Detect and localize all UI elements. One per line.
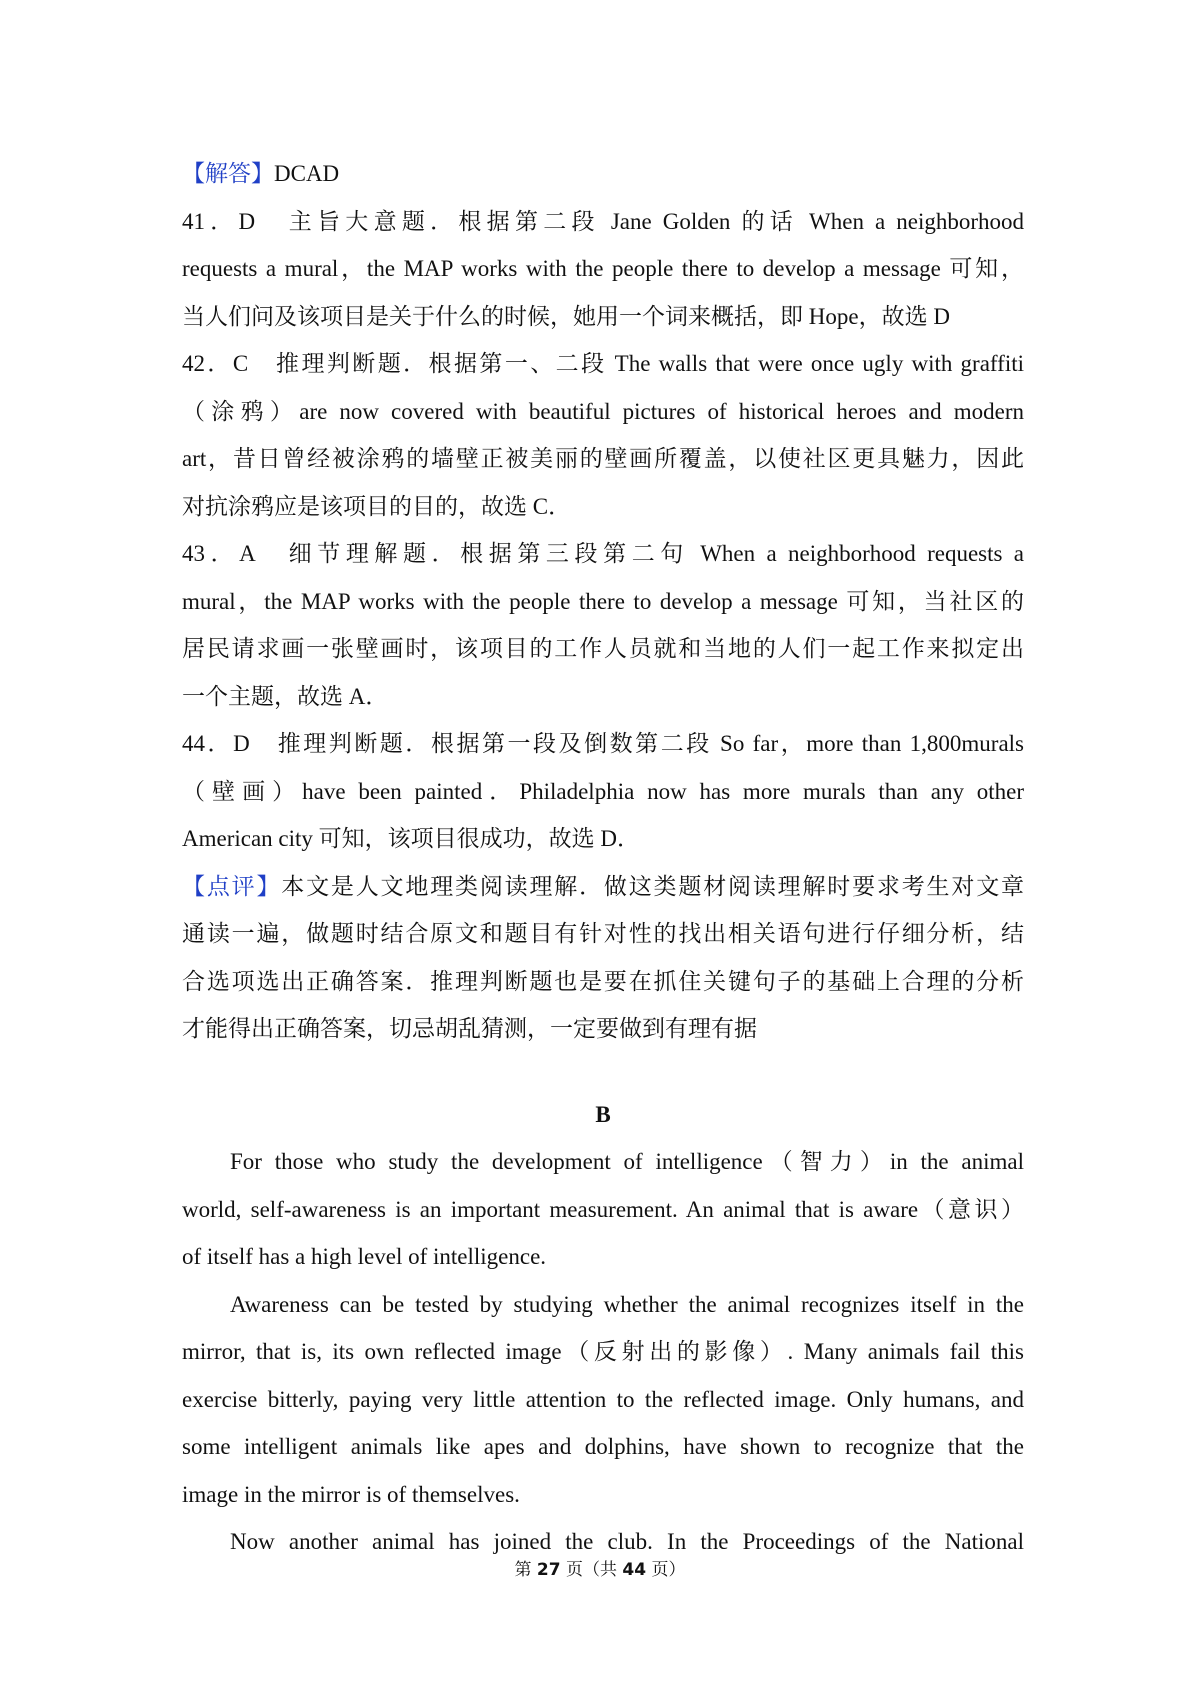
answer-header [182,150,1024,198]
text-line: 居民请求画一张壁画时，该项目的工作人员就和当地的人们一起工作来拟定出 [182,636,1024,661]
footer-text: 第 [514,1560,537,1580]
text-line: image in the mirror is of themselves. [182,1481,520,1507]
footer-text: 页（共 [560,1560,623,1580]
text-line: 43．A 细节理解题．根据第三段第二句 When a neighborhood requests a [182,541,1024,566]
text-line: 合选项选出正确答案．推理判断题也是要在抓住关键句子的基础上合理的分析 [182,968,1024,994]
text-line: 通读一遍，做题时结合原文和题目有针对性的找出相关语句进行仔细分析，结 [182,921,1024,946]
text-line: requests a mural，the MAP works with the people there to develop a message 可知， [182,256,1024,281]
answer-key: DCAD [274,161,340,186]
page-number: 27 [536,1560,561,1580]
text-line: of itself has a high level of intelligence. [182,1244,547,1269]
text-line: mural，the MAP works with the people there to develop a message 可知，当社区的 [182,588,1024,614]
section-heading: B [595,1101,611,1127]
comment-text: 本文是人文地理类阅读理解．做这类题材阅读理解时要求考生对文章 [281,873,1024,899]
text-line: 才能得出正确答案，切忌胡乱猜测，一定要做到有理有据 [182,1016,757,1041]
text-line: Awareness can be tested by studying whether the animal recognizes itself in the [230,1291,1024,1317]
text-line: exercise bitterly, paying very little attention to the reflected image. Only humans, and [182,1386,1024,1412]
document-body [182,150,1024,1566]
text-line: some intelligent animals like apes and dolphins, have shown to recognize that the [182,1434,1024,1459]
text-line: mirror, that is, its own reflected image（反射出的影像）. Many animals fail this [182,1339,1024,1364]
passage-paragraph-1 [182,1138,1024,1281]
comment-first-line [182,863,1024,911]
q44-explanation [182,720,1024,863]
q42-explanation [182,340,1024,530]
text-line: 当人们问及该项目是关于什么的时候，她用一个词来概括，即 Hope，故选 D [182,303,950,329]
passage-paragraph-2 [182,1281,1024,1519]
text-line: 44．D 推理判断题．根据第一段及倒数第二段 So far，more than 1,800murals [182,731,1024,756]
text-line: Now another animal has joined the club. In the Proceedings of the National [230,1529,1024,1554]
text-line: 41．D 主旨大意题．根据第二段 Jane Golden 的话 When a neighborhood [182,208,1024,234]
q41-explanation [182,198,1024,341]
text-line: 一个主题，故选 A． [182,683,389,709]
text-line: For those who study the development of intelligence（智力）in the animal [230,1149,1024,1174]
text-line: American city 可知，该项目很成功，故选 D． [182,826,641,851]
page-footer [0,1555,1200,1580]
answer-tag: 【解答】 [182,161,274,186]
q43-explanation [182,530,1024,720]
comment-tag: 【点评】 [182,873,282,899]
footer-text: 页） [646,1560,686,1580]
comment-section [182,863,1024,1053]
text-line: world, self-awareness is an important measurement. An animal that is aware（意识） [182,1196,1024,1222]
text-line: 42．C 推理判断题．根据第一、二段 The walls that were once ugly with graffiti [182,351,1024,376]
text-line: art，昔日曾经被涂鸦的墙壁正被美丽的壁画所覆盖，以使社区更具魅力，因此 [182,446,1024,471]
text-line: 对抗涂鸦应是该项目的目的，故选 C． [182,493,572,519]
text-line: （壁画）have been painted．Philadelphia now has more murals than any other [182,778,1024,804]
text-line: （涂鸦）are now covered with beautiful pictures of historical heroes and modern [182,398,1024,424]
total-pages: 44 [622,1560,647,1580]
